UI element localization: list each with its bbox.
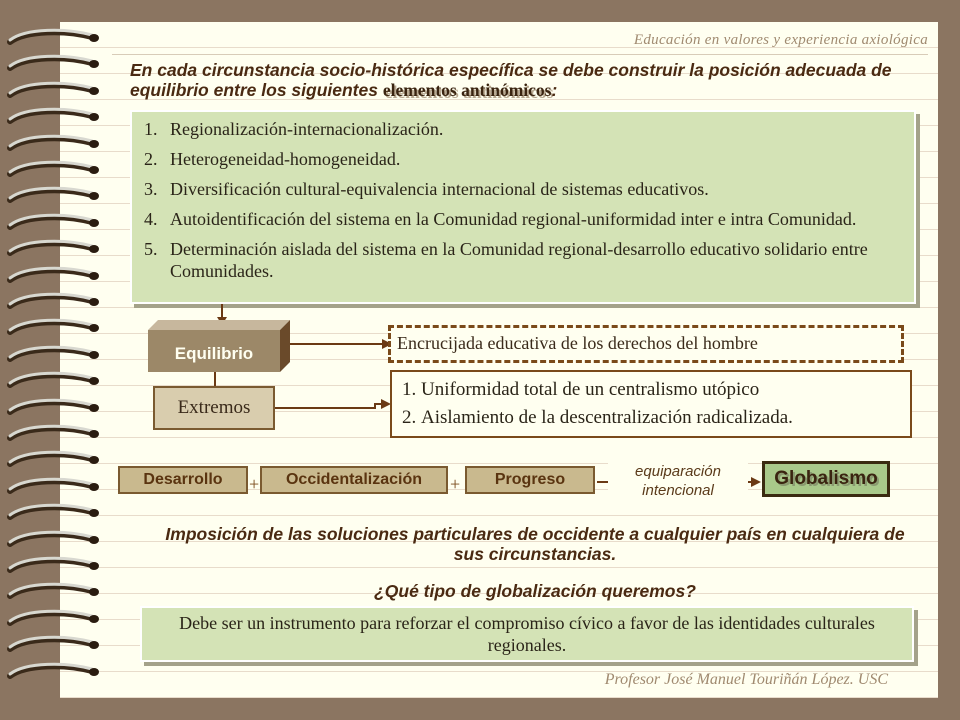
encrucijada-box [388,325,904,363]
spiral-ring-icon [6,398,102,420]
progreso-label: Progreso [494,471,566,488]
imposicion-text: Imposición de las soluciones particulares de occidente a cualquier país en cualquiera de sus circunstancias. [165,524,905,564]
spiral-ring-icon [6,54,102,76]
spiral-ring-icon [6,477,102,499]
right-arrow-icon [290,330,394,360]
intro-text [130,60,920,100]
right-arrow-icon [275,390,395,420]
globalismo-label: Globalismo [774,468,878,489]
extremos-list-box [390,370,912,438]
desarrollo-box [118,466,248,494]
spiral-ring-icon [6,186,102,208]
spiral-ring-icon [6,371,102,393]
antinomy-item [132,178,914,200]
progreso-box [465,466,595,494]
equilibrio-box [148,320,290,372]
antinomy-item [132,118,914,140]
antinomies-box [130,110,916,304]
plus-sign: + [450,474,461,494]
spiral-ring-icon [6,609,102,631]
antinomy-number: 5. [144,239,158,259]
spiral-ring-icon [6,424,102,446]
spiral-ring-icon [6,345,102,367]
antinomy-text: Autoidentificación del sistema en la Comunidad regional-uniformidad inter e intra Comunidad. [170,209,857,229]
extremo-item [402,404,910,432]
intro-text-start: En cada circunstancia socio-histórica específica se debe construir la posición adecuada de equilibrio entre los siguientes [130,60,892,100]
spiral-ring-icon [6,450,102,472]
spiral-ring-icon [6,28,102,50]
extremo-text: Uniformidad total de un centralismo utópico [421,379,760,400]
spiral-ring-icon [6,530,102,552]
spiral-ring-icon [6,266,102,288]
antinomy-item [132,238,914,282]
occidentalizacion-box [260,466,448,494]
intro-text-end: : [551,80,558,100]
globalismo-box [762,461,890,497]
plus-sign: + [249,474,260,494]
header-divider [112,54,928,55]
spiral-ring-icon [6,292,102,314]
spiral-ring-icon [6,556,102,578]
extremo-number: 2. [402,407,417,428]
spiral-ring-icon [6,160,102,182]
intro-emphasis: elementos antinómicos [382,80,552,100]
spiral-ring-icon [6,318,102,340]
header-title: Educación en valores y experiencia axiológica [633,32,928,48]
answer-text: Debe ser un instrumento para reforzar el compromiso cívico a favor de las identidades culturales regionales. [179,613,875,655]
answer-box [140,606,914,662]
antinomy-text: Diversificación cultural-equivalencia internacional de sistemas educativos. [170,179,709,199]
spiral-ring-icon [6,107,102,129]
antinomy-number: 4. [144,209,158,229]
antinomy-item [132,148,914,170]
spiral-ring-icon [6,582,102,604]
connector-line [214,372,216,386]
occidentalizacion-label: Occidentalización [285,471,423,488]
equiparacion-line: intencional [608,481,748,500]
antinomy-number: 2. [144,149,158,169]
spiral-ring-icon [6,239,102,261]
footer-credit: Profesor José Manuel Touriñán López. USC [604,671,888,688]
spiral-ring-icon [6,81,102,103]
spiral-ring-icon [6,213,102,235]
desarrollo-label: Desarrollo [143,471,223,488]
spiral-ring-icon [6,503,102,525]
equiparacion-label [608,462,748,500]
antinomy-number: 3. [144,179,158,199]
spiral-ring-icon [6,662,102,684]
extremo-number: 1. [402,379,417,400]
question-text: ¿Qué tipo de globalización queremos? [374,581,696,601]
antinomy-number: 1. [144,119,158,139]
antinomy-item [132,208,914,230]
equilibrio-label: Equilibrio [174,344,254,363]
extremo-item [402,376,910,404]
extremos-box [153,386,275,430]
spiral-ring-icon [6,134,102,156]
antinomy-text: Regionalización-internacionalización. [170,119,444,139]
antinomy-text: Determinación aislada del sistema en la Comunidad regional-desarrollo educativo solidario entre Comunidades. [170,239,868,281]
equilibrio-result: Encrucijada educativa de los derechos del hombre [397,333,758,353]
extremo-text: Aislamiento de la descentralización radicalizada. [421,407,793,428]
extremos-label: Extremos [177,397,251,418]
equiparacion-line: equiparación [608,462,748,481]
antinomy-text: Heterogeneidad-homogeneidad. [170,149,401,169]
spiral-ring-icon [6,635,102,657]
